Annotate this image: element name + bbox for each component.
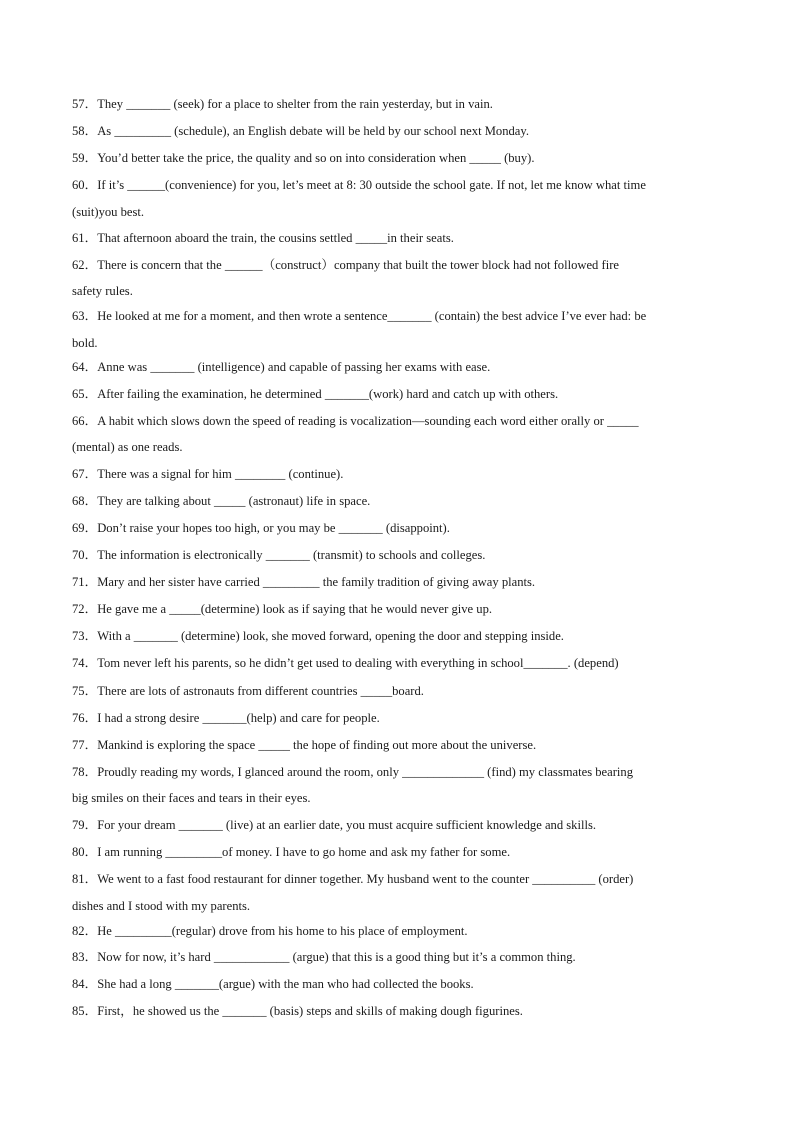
question-line: 75．There are lots of astronauts from different countries _____board. <box>72 684 424 698</box>
question-line-continued: safety rules. <box>72 284 133 298</box>
question-line: 58．As _________ (schedule), an English debate will be held by our school next Monday. <box>72 124 530 138</box>
question-line: 74．Tom never left his parents, so he didn’t get used to dealing with everything in school_______. (depend) <box>72 656 619 670</box>
question-line: 78．Proudly reading my words, I glanced around the room, only _____________ (find) my classmates bearing <box>72 765 634 779</box>
question-line: 72．He gave me a _____(determine) look as if saying that he would never give up. <box>72 602 493 616</box>
question-line-continued: (suit)you best. <box>72 205 145 219</box>
question-line: 81．We went to a fast food restaurant for dinner together. My husband went to the counter __________ (order) <box>72 872 634 886</box>
question-line: 83．Now for now, it’s hard ____________ (argue) that this is a good thing but it’s a common thing. <box>72 950 576 964</box>
question-line: 68．They are talking about _____ (astronaut) life in space. <box>72 494 371 508</box>
question-line-continued: (mental) as one reads. <box>72 440 183 454</box>
question-line: 67．There was a signal for him ________ (continue). <box>72 467 344 481</box>
question-line: 61．That afternoon aboard the train, the cousins settled _____in their seats. <box>72 231 454 245</box>
question-line-continued: big smiles on their faces and tears in their eyes. <box>72 791 311 805</box>
question-line: 62．There is concern that the ______（construct）company that built the tower block had not followed fire <box>72 258 619 272</box>
question-line-continued: bold. <box>72 336 98 350</box>
question-line: 59．You’d better take the price, the quality and so on into consideration when _____ (buy). <box>72 151 535 165</box>
question-line: 65．After failing the examination, he determined _______(work) hard and catch up with others. <box>72 387 559 401</box>
question-line: 57．They _______ (seek) for a place to shelter from the rain yesterday, but in vain. <box>72 97 493 111</box>
question-line: 73．With a _______ (determine) look, she moved forward, opening the door and stepping inside. <box>72 629 564 643</box>
question-line: 82．He _________(regular) drove from his home to his place of employment. <box>72 924 468 938</box>
question-line: 71．Mary and her sister have carried _________ the family tradition of giving away plants. <box>72 575 536 589</box>
question-line: 85．First，he showed us the _______ (basis) steps and skills of making dough figurines. <box>72 1004 523 1018</box>
question-line: 84．She had a long _______(argue) with the man who had collected the books. <box>72 977 474 991</box>
question-line: 76．I had a strong desire _______(help) and care for people. <box>72 711 380 725</box>
question-line: 77．Mankind is exploring the space _____ the hope of finding out more about the universe. <box>72 738 537 752</box>
question-line: 64．Anne was _______ (intelligence) and capable of passing her exams with ease. <box>72 360 491 374</box>
question-line: 63．He looked at me for a moment, and then wrote a sentence_______ (contain) the best advice I’ve ever had: be <box>72 309 647 323</box>
question-line: 66．A habit which slows down the speed of reading is vocalization—sounding each word either orally or _____ <box>72 414 639 428</box>
question-line: 69．Don’t raise your hopes too high, or you may be _______ (disappoint). <box>72 521 450 535</box>
question-line: 80．I am running _________of money. I have to go home and ask my father for some. <box>72 845 511 859</box>
question-line: 60．If it’s ______(convenience) for you, let’s meet at 8: 30 outside the school gate. If not, let me know what time <box>72 178 646 192</box>
question-line: 70．The information is electronically _______ (transmit) to schools and colleges. <box>72 548 486 562</box>
question-line: 79．For your dream _______ (live) at an earlier date, you must acquire sufficient knowledge and skills. <box>72 818 597 832</box>
question-line-continued: dishes and I stood with my parents. <box>72 899 251 913</box>
